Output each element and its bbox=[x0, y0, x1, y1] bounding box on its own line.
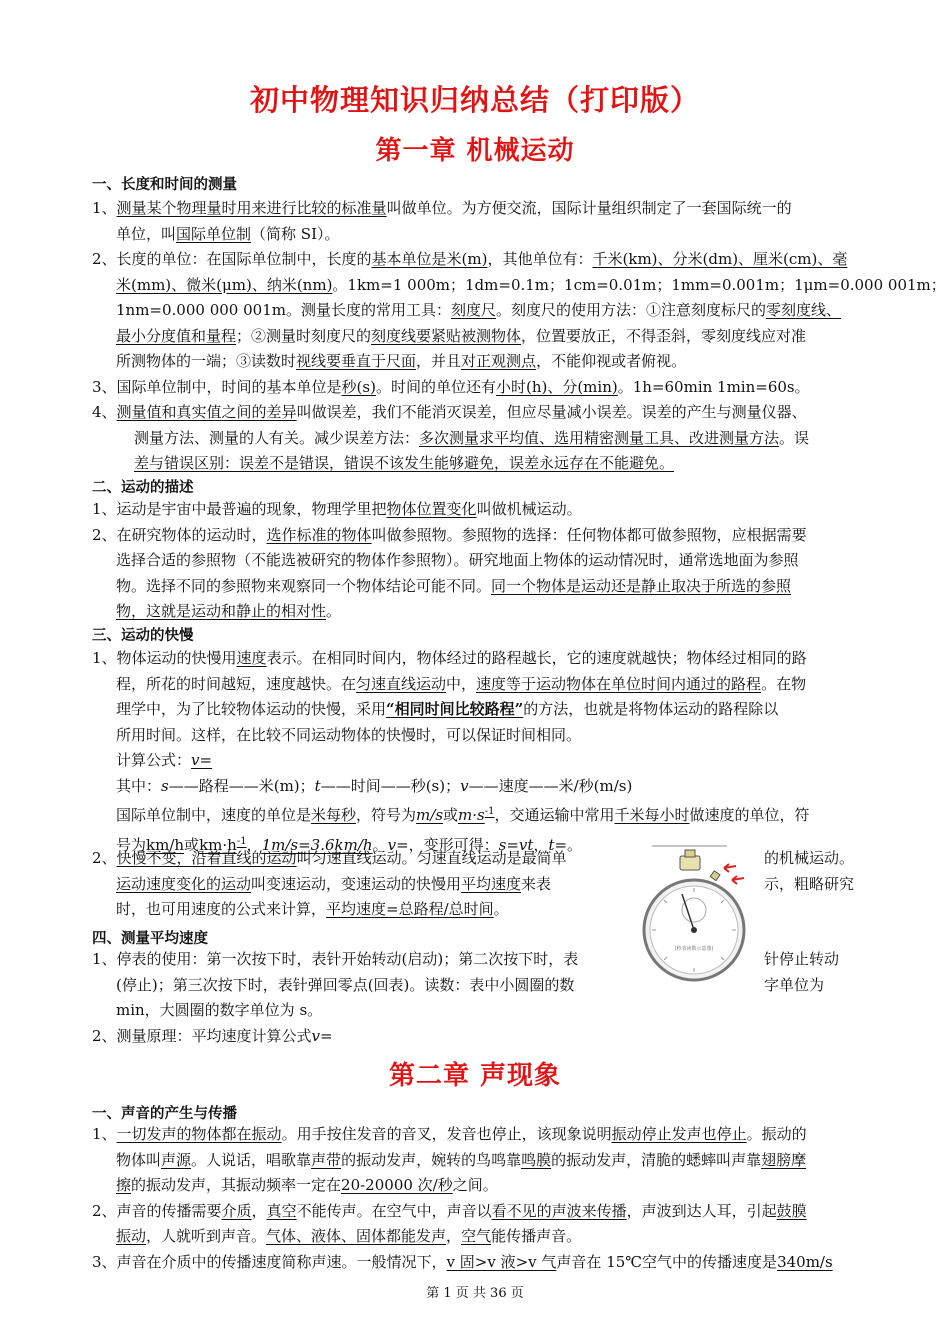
stopwatch-caption: (秒表读数示意图) bbox=[674, 946, 714, 952]
paragraph-block-right: 针停止转动 字单位为 bbox=[764, 950, 840, 994]
paragraph-block: 2、快慢不变，沿着直线的运动叫匀速直线运动。匀速直线运动是最简单 运动速度变化的运动叫变速运动，变速运动的快慢用平均速度来表 时，也可用速度的公式来计算，平均速度=总路程/总时间。 bbox=[92, 849, 567, 918]
paragraph-block-right: 的机械运动。 示，粗略研究 bbox=[764, 849, 855, 893]
section-sound-production: 一、声音的产生与传播 bbox=[92, 1106, 237, 1122]
chapter-1-title: 第一章 机械运动 bbox=[375, 136, 575, 166]
document-title: 初中物理知识归纳总结（打印版） bbox=[249, 83, 700, 117]
section-average-speed: 四、测量平均速度 bbox=[92, 931, 208, 947]
paragraph-block: 1、运动是宇宙中最普遍的现象，物理学里把物体位置变化叫做机械运动。 2、在研究物体的运动时，选作标准的物体叫做参照物。参照物的选择：任何物体都可做参照物，应根据需要 选择合适的参照物（不能选被研究的物体作参照物）。研究地面上物体的运动情况时，通常选地面为参照 物。选择不同的参照物来观察同一个物体结论可能不同。同一个物体是运动还是静止取决于所选的参照 物，这就是运动和静止的相对性。 bbox=[92, 500, 807, 620]
chapter-2-title: 第二章 声现象 bbox=[388, 1061, 562, 1091]
section-motion-description: 二、运动的描述 bbox=[92, 480, 194, 496]
paragraph-block: 1、测量某个物理量时用来进行比较的标准量叫做单位。为方便交流，国际计量组织制定了一套国际统一的 单位，叫国际单位制（简称 SI）。 2、长度的单位：在国际单位制中，长度的基本单位是米(m)，其他单位有：千米(km)、分米(dm)、厘米(cm)、毫 米(mm)、微米(μm)、纳米(nm)。1km=1 000m；1dm=0.1m；1cm=0.01m；1mm=0.001m；1μm=0.000 001m； 1nm=0.000 000 001m。测量长度的常用工具：刻度尺。刻度尺的使用方法：①注意刻度标尺的零刻度线、 最小分度值和量程；②测量时刻度尺的刻度线要紧贴被测物体，位置要放正，不得歪斜，零刻度线应对准 所测物体的一端；③读数时视线要垂直于尺面，并且对正观测点，不能仰视或者俯视。 3、国际单位制中，时间的基本单位是秒(s)。时间的单位还有小时(h)、分(min)。1h=60min 1min=60s。 4、测量值和真实值之间的差异叫做误差，我们不能消灭误差，但应尽量减小误差。误差的产生与测量仪器、 测量方法、测量的人有关。减少误差方法：多次测量求平均值、选用精密测量工具、改进测量方法。误 差与错误区别：误差不是错误，错误不该发生能够避免，误差永远存在不能避免。 bbox=[92, 199, 946, 472]
paragraph-block: 1、物体运动的快慢用速度表示。在相同时间内，物体经过的路程越长，它的速度就越快；物体经过相同的路 程，所花的时间越短，速度越快。在匀速直线运动中，速度等于运动物体在单位时间内通过的路程。在物 理学中，为了比较物体运动的快慢，采用“相同时间比较路程”的方法，也就是将物体运动的路程除以 所用时间。这样，在比较不同运动物体的快慢时，可以保证时间相同。 计算公式：v= 其中：s——路程——米(m)；t——时间——秒(s)；v——速度——米/秒(m/s) 国际单位制中，速度的单位是米每秒，符号为m/s或$m\cdot s^{-1}$，交通运输中常用千米每小时做速度的单位，符 号为km/h或$km\cdot h^{-1}$，1m/s=3.6km/h。v=，变形可得：s=vt，t=。 bbox=[92, 649, 810, 854]
page-footer: 第 1 页 共 36 页 bbox=[426, 1286, 524, 1301]
section-speed: 三、运动的快慢 bbox=[92, 628, 194, 644]
paragraph-block: 1、一切发声的物体都在振动。用手按住发音的音叉，发音也停止，该现象说明振动停止发声也停止。振动的 物体叫声源。人说话，唱歌靠声带的振动发声，婉转的鸟鸣靠鸣膜的振动发声，清脆的蟋蟀叫声靠翅膀摩 擦的振动发声，其振动频率一定在20-20000 次/秒之间。 2、声音的传播需要介质，真空不能传声。在空气中，声音以看不见的声波来传播，声波到达人耳，引起鼓膜 振动，人就听到声音。气体、液体、固体都能发声，空气能传播声音。 3、声音在介质中的传播速度简称声速。一般情况下，v 固>v 液>v 气声音在 15℃空气中的传播速度是340m/s bbox=[92, 1125, 833, 1271]
paragraph-block: 1、停表的使用：第一次按下时，表针开始转动(启动)；第二次按下时，表 (停止)；第三次按下时，表针弹回零点(回表)。读数：表中小圆圈的数 min，大圆圈的数字单位为 s。 2、测量原理：平均速度计算公式v= bbox=[92, 950, 579, 1045]
stopwatch-illustration bbox=[632, 842, 760, 982]
section-length-time: 一、长度和时间的测量 bbox=[92, 177, 237, 193]
